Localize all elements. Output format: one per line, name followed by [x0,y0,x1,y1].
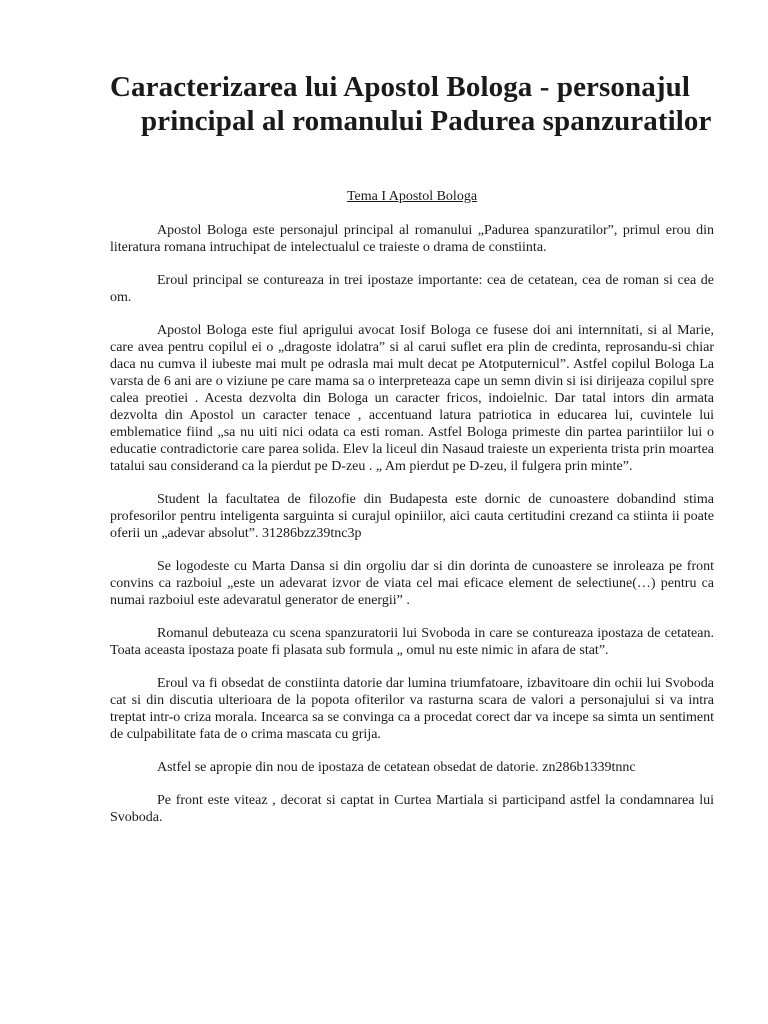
paragraph-3: Apostol Bologa este fiul aprigului avocat Iosif Bologa ce fusese doi ani internnitati, si al Marie, care avea pentru copilul ei o „dragoste idolatra” si al carui suflet era plin de credinta, reprosandu-si chiar daca nu cumva il iubeste mai mult pe odrasla mai mult decat pe Atotputernicul”. Astfel copilul Bologa La varsta de 6 ani are o viziune pe care mama sa o interpreteaza cape un semn divin si isi dirijeaza copilul spre calea preotiei . Acesta dezvolta din Bologa un caracter fricos, indoielnic. Dar tatal intors din armata dezvolta din Apostol un caracter tenace , accentuand latura patriotica in educarea lui, cuvintele lui emblematice fiind „sa nu uiti nici odata ca esti roman. Astfel Bologa primeste din partea parintiilor lui o educatie contradictorie care parea solida. Elev la liceul din Nasaud traieste un experienta trista prin moartea tatalui sau considerand ca la pierdut pe D-zeu . „ Am pierdut pe D-zeu, il fulgera prin minte”. [110,323,714,474]
paragraph-7: Eroul va fi obsedat de constiinta datorie dar lumina triumfatoare, izbavitoare din ochii lui Svoboda cat si din discutia ulterioara de la popota ofiterilor va rasturna scara de valori a personajului si va intra treptat intr-o criza morala. Incearca sa se convinga ca a procedat corect dar va incepe sa simta un sentiment de culpabilitate fata de o crima mascata cu grija. [110,676,714,742]
section-heading: Tema I Apostol Bologa [346,189,478,204]
paragraph-8: Astfel se apropie din nou de ipostaza de cetatean obsedat de datorie. zn286b1339tnnc [157,760,636,775]
paragraph-4: Student la facultatea de filozofie din Budapesta este dornic de cunoastere dobandind stima profesorilor pentru inteligenta sarguinta si curajul opiniilor, aici cauta certitudini crezand ca stiinta ii poate oferii un „adevar absolut”. 31286bzz39tnc3p [110,492,714,541]
document-title: Caracterizarea lui Apostol Bologa - personajul principal al romanului Padurea spanzuratilor [110,71,712,137]
paragraph-1: Apostol Bologa este personajul principal al romanului „Padurea spanzuratilor”, primul erou din literatura romana intruchipat de intelectualul ce traieste o drama de constiinta. [110,223,714,255]
paragraph-2: Eroul principal se contureaza in trei ipostaze importante: cea de cetatean, cea de roman si cea de om. [110,273,714,305]
paragraph-6: Romanul debuteaza cu scena spanzuratorii lui Svoboda in care se contureaza ipostaza de cetatean. Toata aceasta ipostaza poate fi plasata sub formula „ omul nu este nimic in afara de stat”. [110,626,714,658]
paragraph-5: Se logodeste cu Marta Dansa si din orgoliu dar si din dorinta de cunoastere se inroleaza pe front convins ca razboiul „este un adevarat izvor de viata cel mai eficace element de selectiune(…) pentru ca numai razboiul este adevaratul generator de energii” . [110,559,714,608]
document-page [110,70,714,826]
paragraph-9: Pe front este viteaz , decorat si captat in Curtea Martiala si participand astfel la condamnarea lui Svoboda. [110,793,714,825]
